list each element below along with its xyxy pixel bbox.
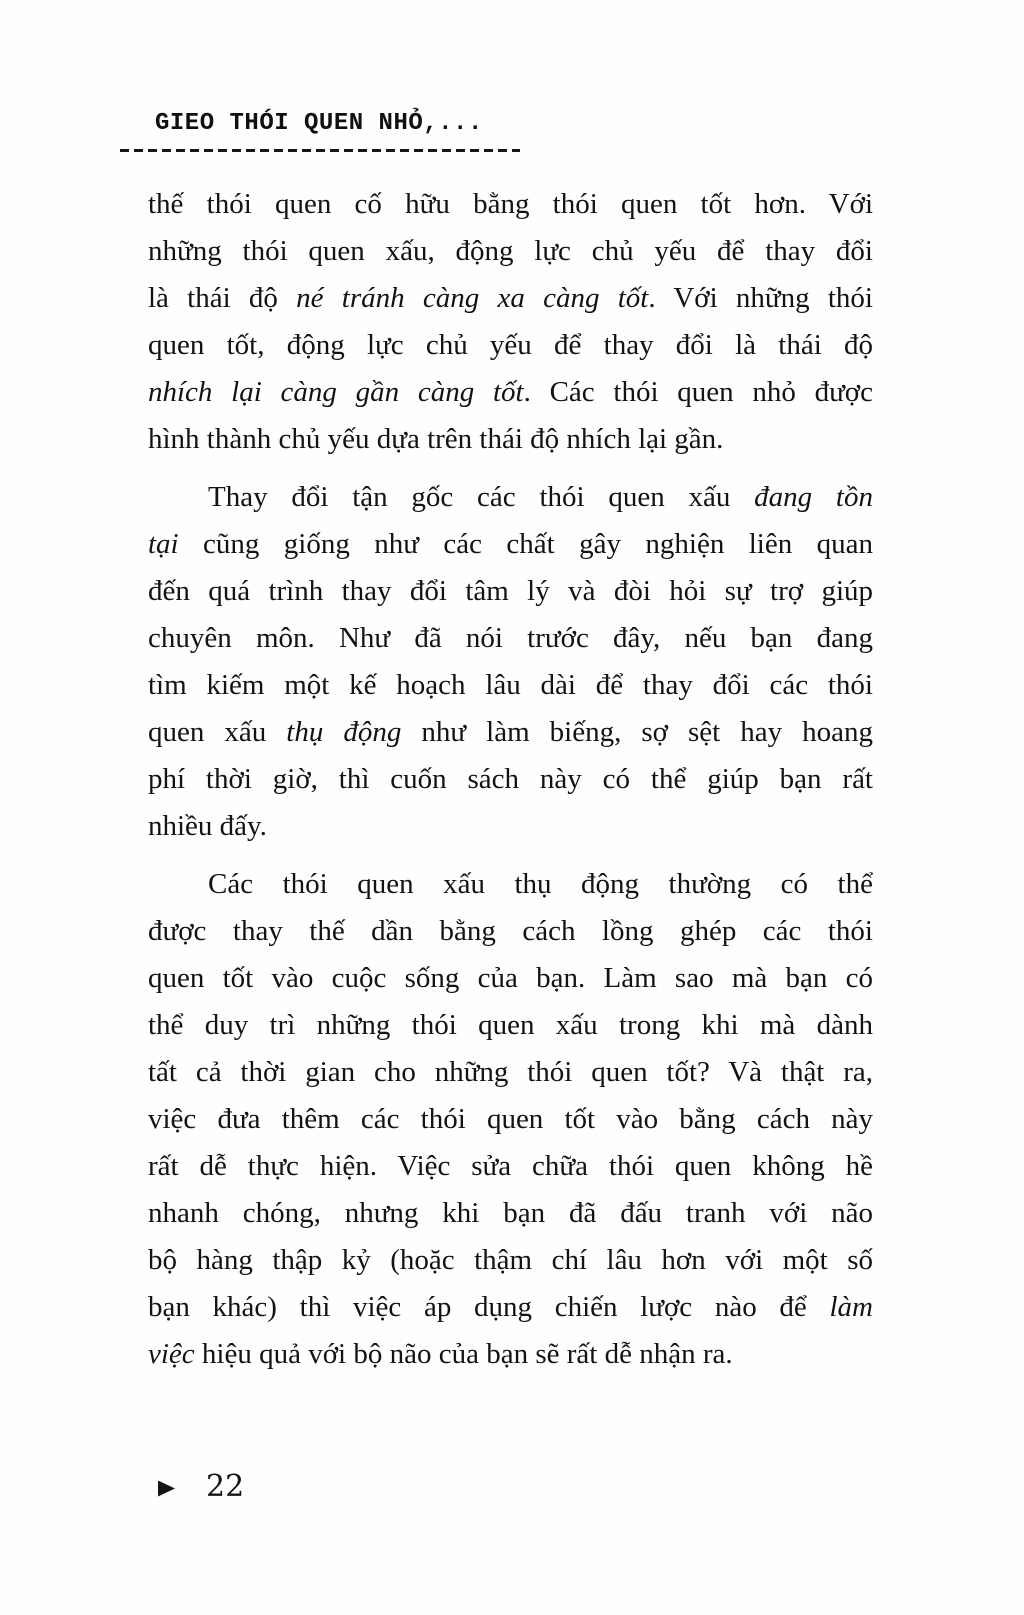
text-line: những thói quen xấu, động lực chủ yếu để thay đổi (148, 235, 873, 267)
page-footer (158, 1469, 245, 1504)
right-triangle-icon (158, 1481, 175, 1497)
text-line: đến quá trình thay đổi tâm lý và đòi hỏi sự trợ giúp (148, 575, 873, 607)
page-number: 22 (206, 1469, 245, 1504)
body-text (148, 181, 873, 1378)
text-line: là thái độ né tránh càng xa càng tốt. Với những thói (148, 282, 873, 314)
text-line: phí thời giờ, thì cuốn sách này có thể giúp bạn rất (148, 763, 873, 795)
text-line: quen tốt, động lực chủ yếu để thay đổi là thái độ (148, 329, 873, 361)
text-line: bạn khác) thì việc áp dụng chiến lược nào để làm (148, 1291, 873, 1323)
text-line: tìm kiếm một kế hoạch lâu dài để thay đổi các thói (148, 669, 873, 701)
text-line: Thay đổi tận gốc các thói quen xấu đang tồn (208, 481, 873, 513)
paragraph (148, 181, 873, 463)
text-line: chuyên môn. Như đã nói trước đây, nếu bạn đang (148, 622, 873, 654)
text-line: Các thói quen xấu thụ động thường có thể (208, 868, 873, 900)
text-line: thế thói quen cố hữu bằng thói quen tốt hơn. Với (148, 188, 873, 220)
text-line: quen xấu thụ động như làm biếng, sợ sệt hay hoang (148, 716, 874, 748)
text-line: được thay thế dần bằng cách lồng ghép các thói (148, 915, 873, 947)
text-line: nhích lại càng gần càng tốt. Các thói quen nhỏ được (148, 376, 873, 408)
text-line: nhiều đấy. (148, 810, 267, 842)
text-line: việc hiệu quả với bộ não của bạn sẽ rất dễ nhận ra. (148, 1338, 733, 1370)
text-line: tại cũng giống như các chất gây nghiện liên quan (148, 528, 873, 560)
text-line: quen tốt vào cuộc sống của bạn. Làm sao mà bạn có (148, 962, 873, 994)
text-line: nhanh chóng, nhưng khi bạn đã đấu tranh với não (148, 1197, 873, 1229)
text-line: bộ hàng thập kỷ (hoặc thậm chí lâu hơn với một số (148, 1244, 873, 1276)
text-line: rất dễ thực hiện. Việc sửa chữa thói quen không hề (148, 1150, 873, 1182)
paragraph (148, 474, 873, 850)
text-line: việc đưa thêm các thói quen tốt vào bằng cách này (148, 1103, 873, 1135)
text-line: thể duy trì những thói quen xấu trong khi mà dành (148, 1009, 873, 1041)
text-line: hình thành chủ yếu dựa trên thái độ nhích lại gần. (148, 423, 724, 455)
paragraph (148, 861, 873, 1378)
text-line: tất cả thời gian cho những thói quen tốt? Và thật ra, (148, 1056, 873, 1088)
header-dashed-divider (120, 149, 520, 152)
running-header-title: GIEO THÓI QUEN NHỎ,... (155, 110, 483, 137)
